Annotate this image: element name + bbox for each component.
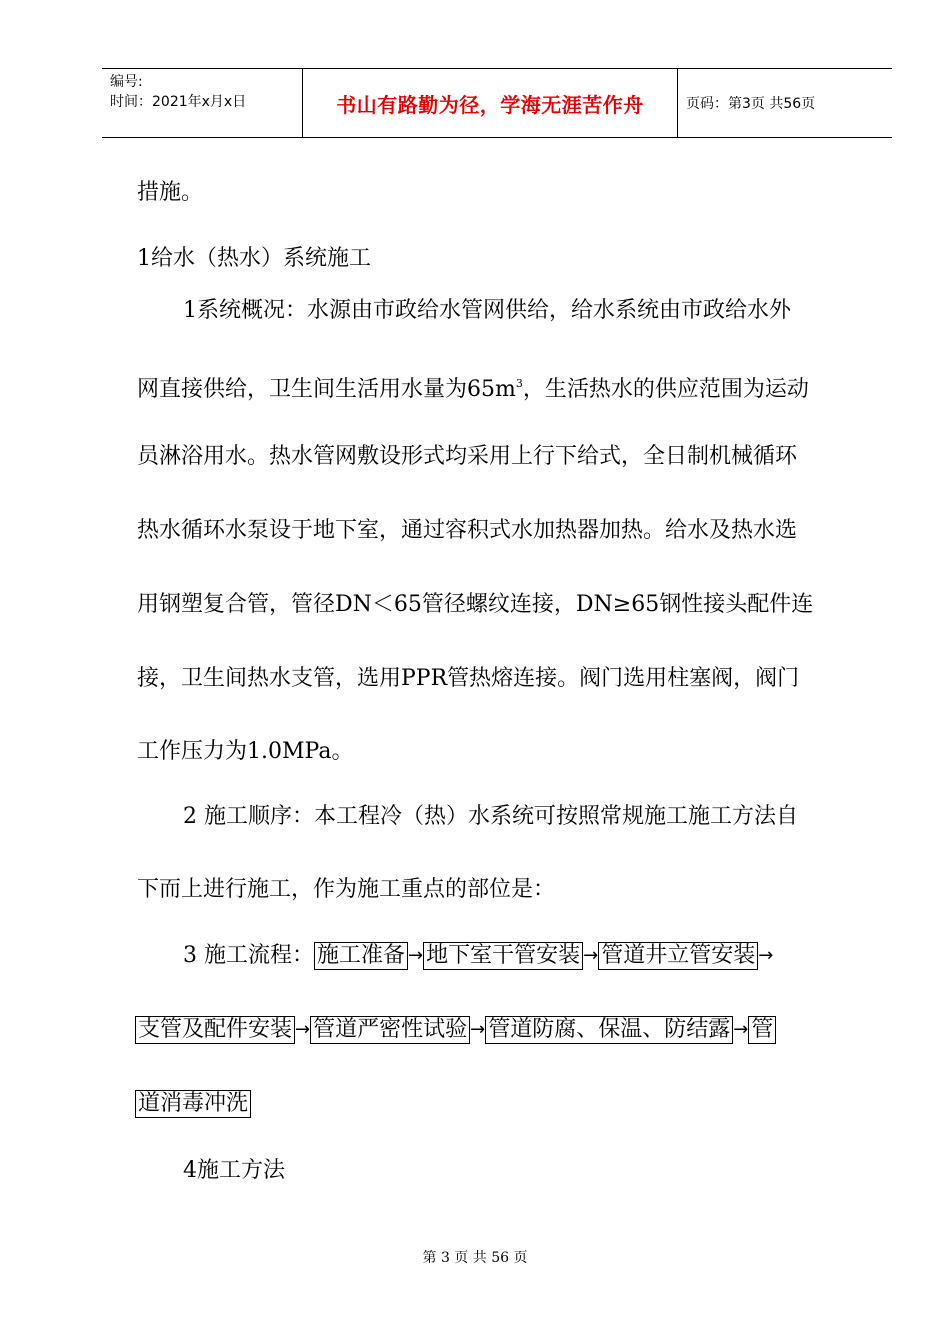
overview-line-2-text: 网直接供给，卫生间生活用水量为65m xyxy=(137,377,516,402)
flow-step-7-part-2: 道消毒冲洗 xyxy=(135,1090,251,1118)
page-header xyxy=(102,68,892,138)
page-footer: 第 3 页 共 56 页 xyxy=(422,1250,528,1266)
arrow-right-icon: → xyxy=(408,945,424,966)
time-label: 时间：2021年x月x日 xyxy=(110,94,247,110)
section-heading-water-supply: 1给水（热水）系统施工 xyxy=(137,246,371,271)
arrow-right-icon: → xyxy=(295,1019,311,1040)
flow-row-2 xyxy=(135,1015,776,1045)
overview-line-7: 工作压力为1.0MPa。 xyxy=(137,739,354,764)
section-heading-methods: 4施工方法 xyxy=(183,1158,285,1183)
flow-step-1: 施工准备 xyxy=(314,942,408,970)
sequence-line-1: 2 施工顺序：本工程冷（热）水系统可按照常规施工施工方法自 xyxy=(183,804,798,829)
overview-line-6: 接，卫生间热水支管，选用PPR管热熔连接。阀门选用柱塞阀，阀门 xyxy=(137,666,800,691)
motto-text: 书山有路勤为径，学海无涯苦作舟 xyxy=(336,92,644,117)
overview-line-5: 用钢塑复合管，管径DN＜65管径螺纹连接，DN≥65钢性接头配件连 xyxy=(137,592,814,617)
flow-step-7-part-1: 管 xyxy=(748,1016,776,1044)
sequence-line-2: 下而上进行施工，作为施工重点的部位是： xyxy=(137,877,556,902)
arrow-right-icon: → xyxy=(583,945,599,966)
header-page-cell xyxy=(678,69,892,137)
arrow-right-icon: → xyxy=(733,1019,749,1040)
arrow-right-icon: → xyxy=(470,1019,486,1040)
flow-row-3 xyxy=(135,1089,251,1119)
flow-row-1 xyxy=(183,941,773,971)
overview-line-1: 1系统概况：水源由市政给水管网供给，给水系统由市政给水外 xyxy=(183,298,791,323)
overview-line-3: 员淋浴用水。热水管网敷设形式均采用上行下给式，全日制机械循环 xyxy=(137,444,798,469)
flow-step-5: 管道严密性试验 xyxy=(310,1016,470,1044)
superscript-3: 3 xyxy=(515,377,523,390)
overview-line-2 xyxy=(137,369,861,405)
flow-step-3: 管道井立管安装 xyxy=(598,942,758,970)
page-info: 页码：第3页 共56页 xyxy=(686,96,816,112)
header-motto-cell xyxy=(303,69,678,137)
flow-step-2: 地下室干管安装 xyxy=(423,942,583,970)
overview-line-4: 热水循环水泵设于地下室，通过容积式水加热器加热。给水及热水选 xyxy=(137,518,798,543)
overview-line-2-text-b: ，生活热水的供应范围为运动 xyxy=(522,377,809,402)
header-info-cell xyxy=(102,69,303,137)
arrow-right-icon: → xyxy=(758,945,774,966)
flow-step-6: 管道防腐、保温、防结露 xyxy=(485,1016,733,1044)
number-label: 编号: xyxy=(110,74,143,90)
paragraph-measures: 措施。 xyxy=(137,180,204,205)
flow-prefix: 3 施工流程： xyxy=(183,943,314,968)
flow-step-4: 支管及配件安装 xyxy=(135,1016,295,1044)
